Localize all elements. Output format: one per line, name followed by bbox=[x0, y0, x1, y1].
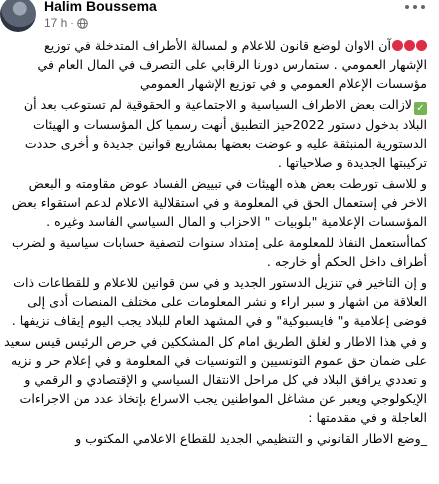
more-options-icon[interactable] bbox=[405, 0, 425, 14]
paragraph-text: و في هذا الاطار و لغلق الطريق امام كل المشككين في حرص الرئيس قيس سعيد على ضمان حق عموم التونسيين و التونسيات في المعلومة و في إعلام حر و نزيه و تعددي يرافق البلاد في كل مراحل الانتقال السياسي و الإقتصادي و الرقمي و الإيكولوجي ويعبر عن مشاغل المواطنين يجب الاسراع بإتخاذ عدد من الاجراءات العاجلة و في مقدمتها : bbox=[4, 334, 427, 425]
globe-icon[interactable] bbox=[77, 18, 88, 29]
post-paragraph bbox=[4, 95, 427, 172]
post-header bbox=[0, 0, 439, 32]
paragraph-text: و للاسف تورطت بعض هذه الهيئات في تبييض الفساد عوض مقاومته و البعض الاخر في إستعمال الحق في المعلومة و في استقلالية الاعلام لدعم استقواء بعض المؤسسات الإعلامية "بلوبيات " الاحزاب و المال السياسي الفاسد وغيره . bbox=[11, 176, 427, 229]
red-circle-icon bbox=[404, 40, 415, 51]
post-paragraph bbox=[4, 233, 427, 271]
post-paragraph bbox=[4, 273, 427, 330]
check-mark-icon: ✓ bbox=[414, 102, 427, 115]
meta-separator: · bbox=[70, 17, 74, 29]
paragraph-text: و إن التاخير في تنزيل الدستور الجديد و في سن قوانين للاعلام و للقطاعات ذات العلاقة من اشهار و سبر اراء و نشر المعلومات على مختلف المنصات أدى إلى فوضى إعلامية و" فايسبوكية" و في المشهد العام للبلاد يجب اليوم إيقاف نزيفها . bbox=[11, 275, 427, 328]
red-circle-emoji-group bbox=[391, 38, 427, 53]
post-paragraph bbox=[4, 429, 427, 448]
red-circle-icon bbox=[416, 40, 427, 51]
author-name[interactable]: Halim Boussema bbox=[44, 0, 157, 14]
paragraph-text: _وضع الاطار القانوني و التنظيمي الجديد للقطاع الاعلامي المكتوب و bbox=[75, 431, 427, 446]
paragraph-text: كماأستعمل النفاذ للمعلومة على إمتداد سنوات لتصفية حسابات سياسية و لضرب أطراف داخل الحكم أو خارجه . bbox=[11, 235, 427, 269]
post-paragraph bbox=[4, 36, 427, 93]
paragraph-text: آن الاوان لوضع قانون للاعلام و لمسالة الأطراف المتدخلة في توزيع الإشهار العمومي . ستمارس دورنا الرقابي على التصرف في المال العام في مؤسسات الإعلام العمومي و في توزيع الإشهار العمومي bbox=[37, 38, 427, 91]
post-paragraph bbox=[4, 332, 427, 427]
author-avatar[interactable] bbox=[0, 0, 36, 32]
paragraph-text: لازالت بعض الاطراف السياسية و الاجتماعية و الحقوقية لم تستوعب بعد أن البلاد بدخول دستور 2022حيز التطبيق أنهت رسميا كل المؤسسات و الهيئات الدستورية المنبثقة عليه و عوضت بعضها بمشاريع قوانين جديدة و أخرى حددت تركيبتها الجديدة و صلاحياتها . bbox=[23, 97, 427, 170]
post-meta bbox=[44, 16, 88, 30]
red-circle-icon bbox=[392, 40, 403, 51]
post-body bbox=[4, 36, 427, 450]
post-paragraph bbox=[4, 174, 427, 231]
post-time[interactable]: 17 h bbox=[44, 16, 68, 30]
